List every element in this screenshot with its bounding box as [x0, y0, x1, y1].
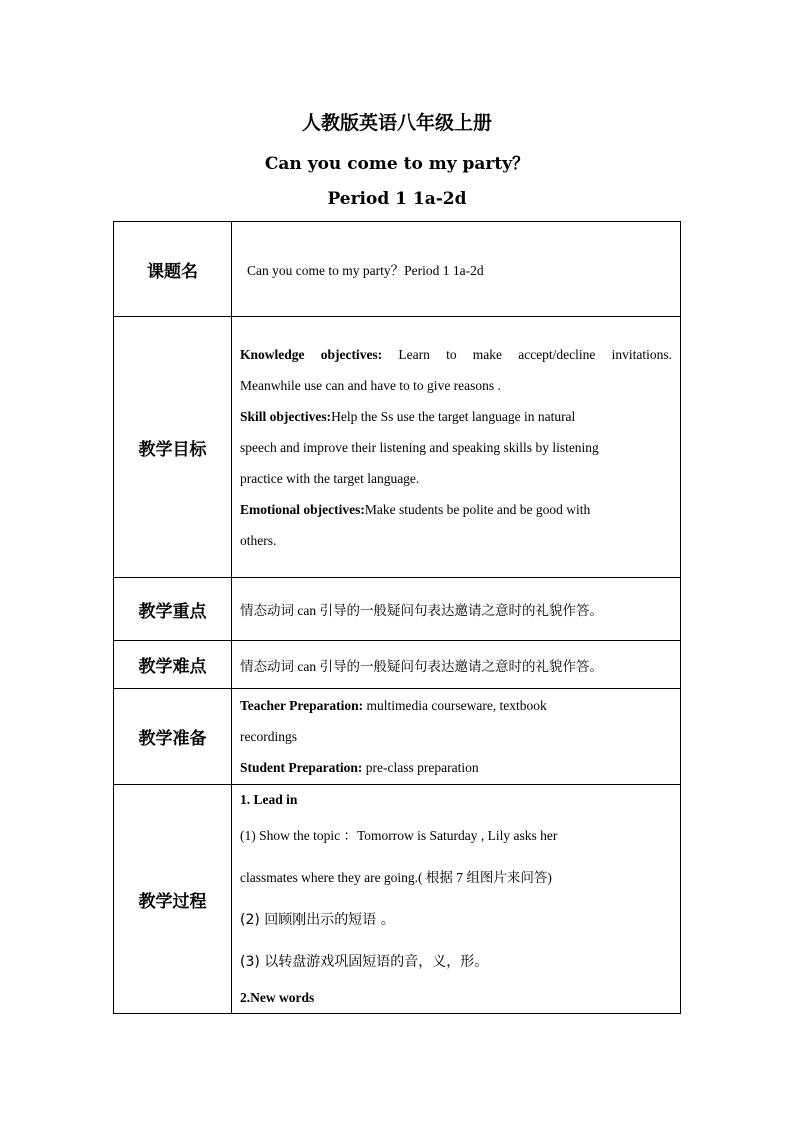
skill-line-3: practice with the target language. — [240, 470, 420, 486]
table-row-key-points — [114, 578, 681, 641]
knowledge-line-2: Meanwhile use can and have to to give reasons . — [240, 377, 501, 393]
difficulties-value: 情态动词 can 引导的一般疑问句表达邀请之意时的礼貌作答。 — [232, 641, 681, 689]
process-value — [232, 785, 681, 1014]
table-row-topic — [114, 222, 681, 317]
step1-item1: (1) Show the topic ：Tomorrow is Saturday , Lily asks her — [240, 828, 558, 843]
step2-title-text: 2.New words — [240, 990, 315, 1005]
table-row-process — [114, 785, 681, 1014]
table-row-objectives — [114, 317, 681, 578]
knowledge-text-1: Learn to make accept/decline invitations. — [398, 346, 672, 362]
skill-line-2: speech and improve their listening and speaking skills by listening — [240, 439, 599, 455]
topic-value — [232, 222, 681, 317]
teacher-prep-key: Teacher Preparation: — [240, 698, 364, 713]
student-prep-text: pre-class preparation — [365, 760, 479, 775]
step1-item2: (2) 回顾刚出示的短语 。 — [240, 912, 395, 928]
lesson-plan-table — [113, 221, 681, 1014]
knowledge-line-1 — [240, 339, 672, 370]
emotional-line-2: others. — [240, 532, 277, 548]
table-row-preparation — [114, 689, 681, 785]
emotional-line-1 — [240, 494, 672, 525]
row-label-key-points: 教学重点 — [114, 578, 232, 641]
table-row-difficulties — [114, 641, 681, 689]
objectives-value — [232, 317, 681, 578]
document-title-cn: 人教版英语八年级上册 — [301, 112, 492, 134]
key-points-value: 情态动词 can 引导的一般疑问句表达邀请之意时的礼貌作答。 — [232, 578, 681, 641]
teacher-prep-text-1: multimedia courseware, textbook — [366, 698, 547, 713]
step1-item3: (3) 以转盘游戏巩固短语的音，义，形。 — [240, 954, 489, 970]
topic-text: Can you come to my party？Period 1 1a-2d — [247, 263, 484, 278]
student-prep-line — [240, 752, 672, 783]
emotional-text-1: Make students be polite and be good with — [364, 501, 591, 517]
step2-title — [240, 983, 672, 1013]
document-period: Period 1 1a-2d — [327, 189, 467, 209]
teacher-prep-line-1 — [240, 690, 672, 721]
row-label-difficulties: 教学难点 — [114, 641, 232, 689]
emotional-key: Emotional objectives: — [240, 501, 365, 517]
row-label-process: 教学过程 — [114, 785, 232, 1014]
skill-key: Skill objectives: — [240, 408, 332, 424]
preparation-value — [232, 689, 681, 785]
teacher-prep-line-2: recordings — [240, 729, 297, 744]
step1-title-text: 1. Lead in — [240, 792, 298, 807]
step1-item1-cont: classmates where they are going.( 根据 7 组图片来问答) — [240, 870, 552, 885]
row-label-topic: 课题名 — [114, 222, 232, 317]
step1-title — [240, 785, 672, 815]
knowledge-key: Knowledge objectives: — [240, 346, 383, 362]
skill-line-1 — [240, 401, 672, 432]
student-prep-key: Student Preparation: — [240, 760, 363, 775]
document-title-en: Can you come to my party？ — [264, 154, 530, 174]
row-label-preparation: 教学准备 — [114, 689, 232, 785]
skill-text-1: Help the Ss use the target language in natural — [331, 408, 576, 424]
row-label-objectives: 教学目标 — [114, 317, 232, 578]
